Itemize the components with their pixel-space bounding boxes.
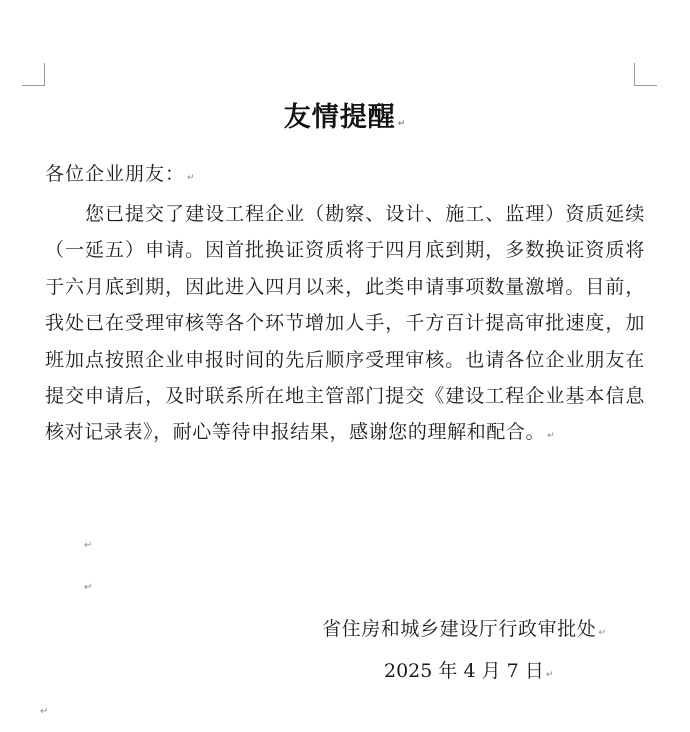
- salutation-text: 各位企业朋友：: [45, 163, 186, 185]
- paragraph-mark-icon: ↵: [187, 173, 196, 183]
- date-month: 4: [463, 660, 476, 682]
- empty-paragraph-mark-icon: ↵: [84, 540, 93, 551]
- body-paragraph-text: 您已提交了建设工程企业（勘察、设计、施工、监理）资质延续（一延五）申请。因首批换证资质将于四月底到期，多数换证资质将于六月底到期，因此进入四月以来，此类申请事项数量激增。目前，我处已在受理审核等各个环节增加人手，千方百计提高审批速度，加班加点按照企业申报时间的先后顺序受理审核。也请各位企业朋友在提交申请后，及时联系所在地主管部门提交《建设工程企业基本信息核对记录表》，耐心等待申报结果，感谢您的理解和配合。: [45, 203, 645, 444]
- date-day: 7: [506, 660, 519, 682]
- empty-paragraph-mark-icon: ↵: [84, 582, 93, 593]
- date-year-unit: 年: [438, 660, 458, 682]
- paragraph-mark-icon: ↵: [547, 431, 556, 442]
- document-date: [384, 654, 553, 692]
- signature-text: 省住房和城乡建设厅行政审批处: [322, 618, 597, 640]
- document-title-text: 友情提醒: [283, 102, 396, 133]
- paragraph-mark-icon: ↵: [545, 670, 554, 680]
- crop-mark-top-left: [22, 63, 45, 86]
- body-paragraph: [45, 196, 645, 455]
- crop-mark-top-right: [634, 63, 657, 86]
- date-year: 2025: [384, 660, 433, 682]
- document-title: [0, 98, 690, 144]
- signature: [322, 612, 607, 650]
- paragraph-mark-icon: ↵: [397, 119, 407, 129]
- paragraph-mark-icon: ↵: [598, 628, 607, 638]
- date-month-unit: 月: [481, 660, 501, 682]
- salutation: [45, 157, 196, 195]
- trailing-paragraph-mark-icon: ↵: [40, 706, 49, 717]
- date-day-unit: 日: [524, 660, 544, 682]
